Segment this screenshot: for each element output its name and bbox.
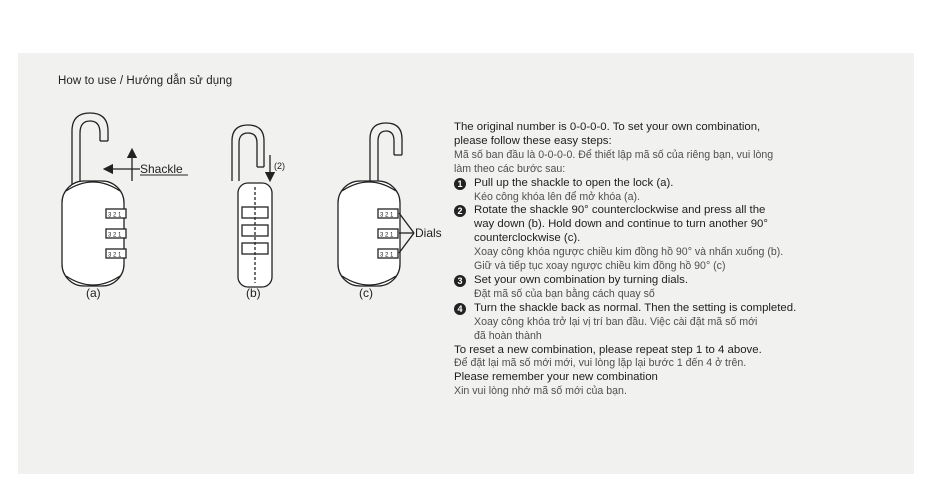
dials-label: Dials xyxy=(415,226,442,240)
lock-b-diagram xyxy=(232,125,272,287)
reset-en: To reset a new combination, please repeat step 1 to 4 above. xyxy=(454,343,762,356)
lock-a-diagram xyxy=(62,113,140,286)
caption-b: (b) xyxy=(246,286,261,300)
step-text-vi: Giữ và tiếp tục xoay ngược chiều kim đồng hồ 90° (c) xyxy=(474,260,726,273)
intro-en: The original number is 0-0-0-0. To set your own combination, xyxy=(454,121,761,133)
reset-vi: Để đặt lại mã số mới mới, vui lòng lặp lại bước 1 đến 4 ở trên. xyxy=(454,357,747,370)
shackle-label: Shackle xyxy=(140,162,183,176)
remember-vi: Xin vui lòng nhớ mã số mới của bạn. xyxy=(454,385,627,398)
instructions-text xyxy=(454,121,894,399)
remember-en: Please remember your new combination xyxy=(454,371,658,384)
step-3 xyxy=(454,274,894,302)
step-text-vi: đã hoàn thành xyxy=(474,329,542,342)
step-text-en: Rotate the shackle 90° counterclockwise and press all the xyxy=(474,204,766,217)
intro-en: please follow these easy steps: xyxy=(454,134,612,147)
step-number-badge: 2 xyxy=(454,205,466,217)
step-1 xyxy=(454,177,894,205)
step-number-badge: 1 xyxy=(454,178,466,190)
padlock-illustration xyxy=(52,111,452,301)
step-text-en: Pull up the shackle to open the lock (a). xyxy=(474,176,674,189)
dial-digits: 3 2 1 xyxy=(108,212,122,219)
dial-digits: 3 2 1 xyxy=(380,252,394,259)
step-text-en: Turn the shackle back as normal. Then the setting is completed. xyxy=(474,301,797,314)
caption-a: (a) xyxy=(86,286,101,300)
step-text-vi: Xoay công khóa ngược chiều kim đồng hồ 90° và nhấn xuống (b). xyxy=(474,246,784,259)
dial-digits: 3 2 1 xyxy=(108,232,122,239)
step-text-en: way down (b). Hold down and continue to turn another 90° xyxy=(474,218,768,231)
step-text-vi: Kéo công khóa lên để mở khóa (a). xyxy=(474,190,640,203)
arrow-label: (2) xyxy=(274,161,285,171)
step-text-vi: Đặt mã số của bạn bằng cách quay số xyxy=(474,287,655,300)
instruction-panel xyxy=(18,53,914,474)
step-4 xyxy=(454,302,894,344)
step-text-en: Set your own combination by turning dials. xyxy=(474,273,689,286)
intro-vi: Mã số ban đầu là 0-0-0-0. Để thiết lập mã số của riêng bạn, vui lòng xyxy=(454,148,774,161)
step-text-vi: Xoay công khóa trở lại vị trí ban đầu. Việc cài đặt mã số mới xyxy=(474,315,758,328)
page-title: How to use / Hướng dẫn sử dụng xyxy=(58,75,233,87)
step-2 xyxy=(454,204,894,274)
dial-digits: 3 2 1 xyxy=(108,252,122,259)
intro-vi: làm theo các bước sau: xyxy=(454,162,566,175)
caption-c: (c) xyxy=(359,286,373,300)
lock-c-diagram xyxy=(338,123,414,286)
step-text-en: counterclockwise (c). xyxy=(474,232,581,245)
step-number-badge: 4 xyxy=(454,303,466,315)
step-number-badge: 3 xyxy=(454,275,466,287)
dial-digits: 3 2 1 xyxy=(380,232,394,239)
dial-digits: 3 2 1 xyxy=(380,212,394,219)
